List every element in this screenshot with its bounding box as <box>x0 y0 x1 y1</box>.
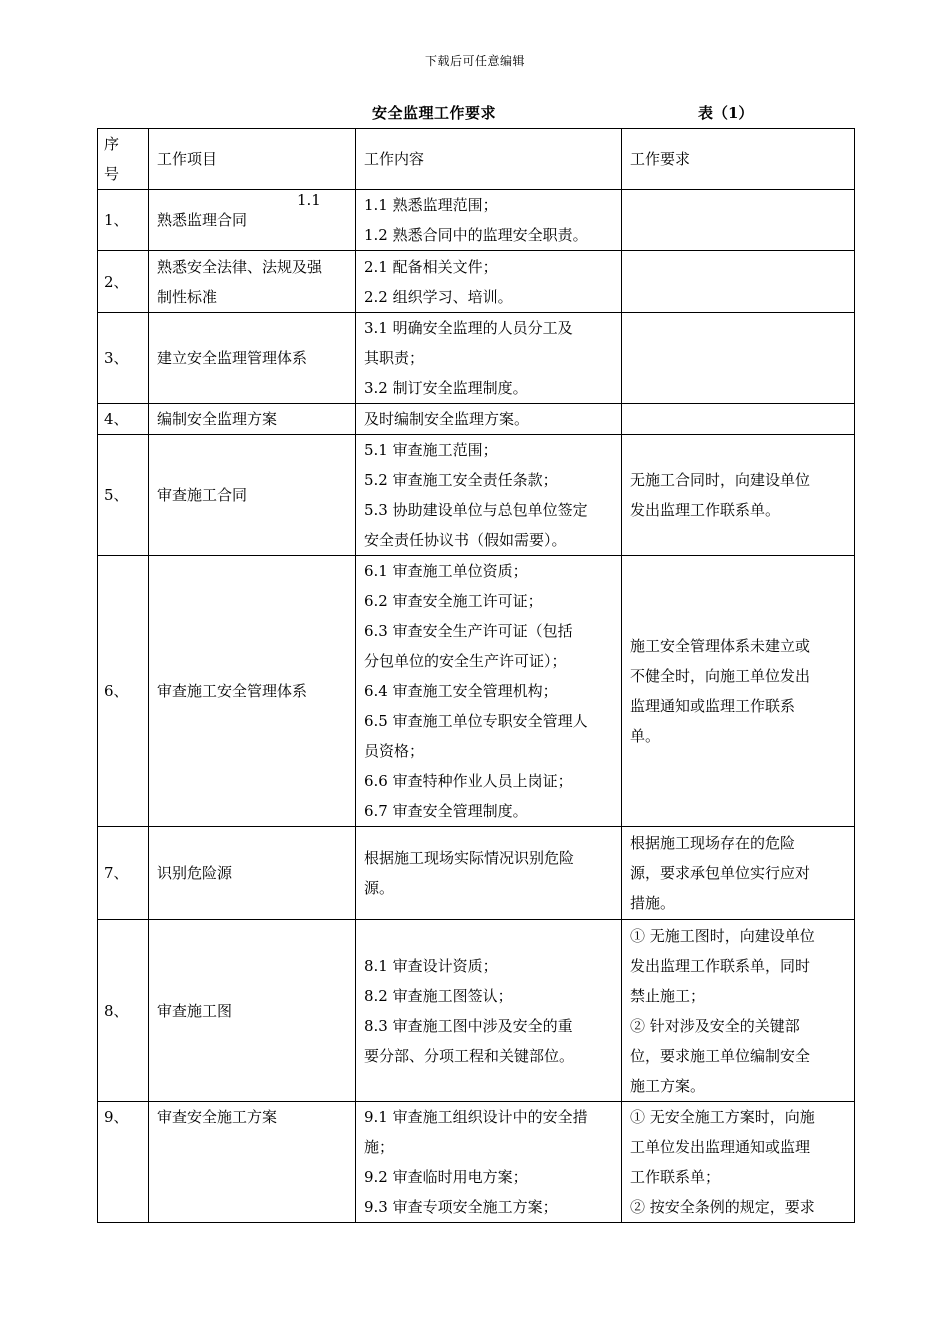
row-no: 9、 <box>98 1102 149 1223</box>
table-row <box>98 556 855 827</box>
table-row <box>98 251 855 313</box>
table-row <box>98 313 855 404</box>
row-item: 1.1 熟悉监理合同 <box>149 190 356 251</box>
row-content: 及时编制安全监理方案。 <box>356 404 622 435</box>
row-requirement: 无施工合同时，向建设单位 发出监理工作联系单。 <box>622 435 855 556</box>
row-no: 5、 <box>98 435 149 556</box>
row-content: 1.1 熟悉监理范围； 1.2 熟悉合同中的监理安全职责。 <box>356 190 622 251</box>
table-header-row <box>98 129 855 190</box>
row-requirement: 施工安全管理体系未建立或 不健全时，向施工单位发出 监理通知或监理工作联系 单。 <box>622 556 855 827</box>
row-item: 审查施工合同 <box>149 435 356 556</box>
row-content: 9.1 审查施工组织设计中的安全措 施； 9.2 审查临时用电方案； 9.3 审查专项安全施工方案； <box>356 1102 622 1223</box>
table-row <box>98 190 855 251</box>
table-row <box>98 435 855 556</box>
row-item: 建立安全监理管理体系 <box>149 313 356 404</box>
header-requirement: 工作要求 <box>622 129 855 190</box>
row-no: 6、 <box>98 556 149 827</box>
row-requirement: ① 无施工图时，向建设单位 发出监理工作联系单，同时 禁止施工； ② 针对涉及安全的关键部 位，要求施工单位编制安全 施工方案。 <box>622 920 855 1102</box>
row-requirement: ① 无安全施工方案时，向施 工单位发出监理通知或监理 工作联系单； ② 按安全条例的规定，要求 <box>622 1102 855 1223</box>
row-item: 审查施工图 <box>149 920 356 1102</box>
table-row <box>98 1102 855 1223</box>
row-no: 1、 <box>98 190 149 251</box>
row-requirement <box>622 251 855 313</box>
header-no: 序 号 <box>98 129 149 190</box>
row-requirement <box>622 190 855 251</box>
table-row <box>98 404 855 435</box>
row-item: 熟悉安全法律、法规及强 制性标准 <box>149 251 356 313</box>
row-content: 6.1 审查施工单位资质； 6.2 审查安全施工许可证； 6.3 审查安全生产许可证（包括 分包单位的安全生产许可证）； 6.4 审查施工安全管理机构； 6.5 审查施工单位专职安全管理人 员资格； 6.6 审查特种作业人员上岗证； 6.7 审查安全管理制度。 <box>356 556 622 827</box>
row-content: 根据施工现场实际情况识别危险 源。 <box>356 827 622 920</box>
header-content: 工作内容 <box>356 129 622 190</box>
document-title: 安全监理工作要求 <box>372 104 497 122</box>
table-row <box>98 827 855 920</box>
row-requirement <box>622 313 855 404</box>
row-item-extra: 1.1 <box>297 191 321 209</box>
row-no: 4、 <box>98 404 149 435</box>
row-requirement: 根据施工现场存在的危险 源，要求承包单位实行应对 措施。 <box>622 827 855 920</box>
row-content: 8.1 审查设计资质； 8.2 审查施工图签认； 8.3 审查施工图中涉及安全的重 要分部、分项工程和关键部位。 <box>356 920 622 1102</box>
row-item: 识别危险源 <box>149 827 356 920</box>
row-content: 3.1 明确安全监理的人员分工及 其职责； 3.2 制订安全监理制度。 <box>356 313 622 404</box>
row-content: 5.1 审查施工范围； 5.2 审查施工安全责任条款； 5.3 协助建设单位与总包单位签定 安全责任协议书（假如需要）。 <box>356 435 622 556</box>
row-item: 审查安全施工方案 <box>149 1102 356 1223</box>
page-header-note: 下载后可任意编辑 <box>424 54 525 68</box>
table-number: 表（1） <box>698 104 754 122</box>
row-no: 3、 <box>98 313 149 404</box>
row-no: 8、 <box>98 920 149 1102</box>
row-no: 7、 <box>98 827 149 920</box>
row-requirement <box>622 404 855 435</box>
row-content: 2.1 配备相关文件； 2.2 组织学习、培训。 <box>356 251 622 313</box>
row-no: 2、 <box>98 251 149 313</box>
header-item: 工作项目 <box>149 129 356 190</box>
table-row <box>98 920 855 1102</box>
safety-supervision-table <box>97 128 855 1223</box>
row-item: 编制安全监理方案 <box>149 404 356 435</box>
row-item: 审查施工安全管理体系 <box>149 556 356 827</box>
